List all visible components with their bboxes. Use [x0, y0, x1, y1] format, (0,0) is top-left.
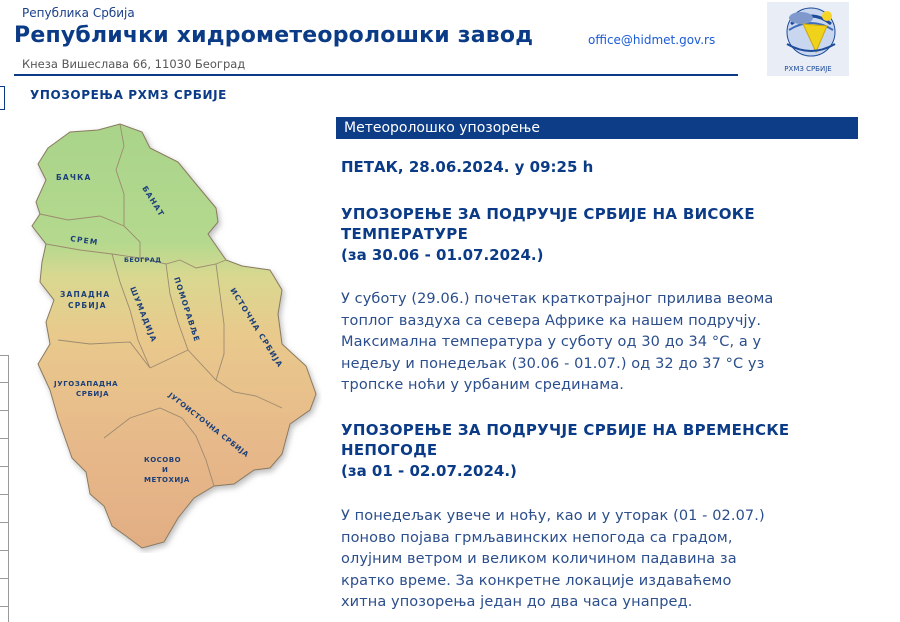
warning-1-title-line1: УПОЗОРЕЊЕ ЗА ПОДРУЧЈЕ СРБИЈЕ НА ВИСОКЕ: [341, 205, 755, 223]
region-label-zapadna-2: СРБИЈА: [68, 301, 107, 310]
frame-tick: [0, 494, 8, 495]
region-label-jugozapadna-1: ЈУГОЗАПАДНА: [54, 380, 119, 388]
region-label-sumadija: ШУМАДИЈА: [128, 285, 159, 344]
frame-tick: [0, 550, 8, 551]
email-link[interactable]: office@hidmet.gov.rs: [588, 33, 716, 47]
serbia-outline: [32, 124, 316, 548]
warning-2-text: У понедељак увече и ноћу, као и у уторак (01 - 02.07.) поново појава грмљавинских непогода са градом, олујним ветром и великом количином падавина за кратко време. За конкретне локације издаваћемо хитна упозорења један до два часа унапред.: [341, 508, 765, 610]
frame-tick: [0, 606, 8, 607]
frame-tick: [0, 438, 8, 439]
frame-tick: [0, 410, 8, 411]
site-title[interactable]: Републички хидрометеоролошки завод: [14, 23, 534, 48]
region-label-istocna: ИСТОЧНА СРБИЈА: [228, 286, 285, 370]
region-label-kosovo-3: МЕТОХИЈА: [144, 476, 190, 484]
frame-tick: [0, 382, 8, 383]
site-header: [0, 0, 900, 80]
warning-1-title-line2: ТЕМПЕРАТУРЕ: [341, 225, 469, 243]
sidebar-title[interactable]: УПОЗОРЕЊА РХМЗ СРБИЈЕ: [30, 88, 227, 102]
region-label-jugoistocna: ЈУГОИСТОЧНА СРБИЈА: [166, 391, 251, 460]
warning-1-period: (за 30.06 - 01.07.2024.): [341, 246, 544, 264]
warning-1-text: У суботу (29.06.) почетак краткотрајног прилива веома топлог ваздуха са севера Африке ка нашем подручју. Максимална температура у суботу од 30 до 34 °C, а у недељу и понедељак (30.06 - 01.07.) од 32 до 37 °C уз тропске ноћи у урбаним срединама.: [341, 291, 774, 393]
frame-tick: [0, 466, 8, 467]
header-divider: [14, 74, 738, 76]
region-label-srem: СРЕМ: [69, 234, 100, 247]
region-label-jugozapadna-2: СРБИЈА: [76, 390, 110, 398]
region-label-pomoravlje: ПОМОРАВЉЕ: [172, 275, 202, 344]
country-label: Република Србија: [22, 6, 135, 20]
warning-2-period: (за 01 - 02.07.2024.): [341, 462, 517, 480]
serbia-region-map[interactable]: [20, 118, 322, 553]
warning-header-bar: Метеоролошко упозорење: [336, 117, 858, 139]
region-label-backa: БАЧКА: [56, 173, 92, 182]
logo-caption: РХМЗ СРБИЈЕ: [784, 65, 832, 73]
region-label-belgrade: БЕОГРАД: [124, 256, 162, 264]
rhmz-logo-icon: [767, 2, 849, 76]
sidebar-frame-bottom: [0, 355, 9, 622]
region-label-kosovo-1: КОСОВО: [144, 456, 182, 464]
region-label-banat: БАНАТ: [140, 184, 167, 219]
frame-tick: [0, 578, 8, 579]
warning-2-title-line2: НЕПОГОДЕ: [341, 441, 438, 459]
address-text: Кнеза Вишеслава 66, 11030 Београд: [22, 57, 246, 71]
warning-2-title-line1: УПОЗОРЕЊЕ ЗА ПОДРУЧЈЕ СРБИЈЕ НА ВРЕМЕНСКЕ: [341, 421, 790, 439]
warning-date: ПЕТАК, 28.06.2024. у 09:25 h: [341, 158, 594, 176]
region-label-kosovo-2: И: [162, 466, 170, 474]
region-label-zapadna-1: ЗАПАДНА: [60, 290, 111, 299]
sidebar-frame-top: [0, 86, 5, 110]
frame-tick: [0, 522, 8, 523]
rhmz-logo[interactable]: [767, 2, 849, 76]
